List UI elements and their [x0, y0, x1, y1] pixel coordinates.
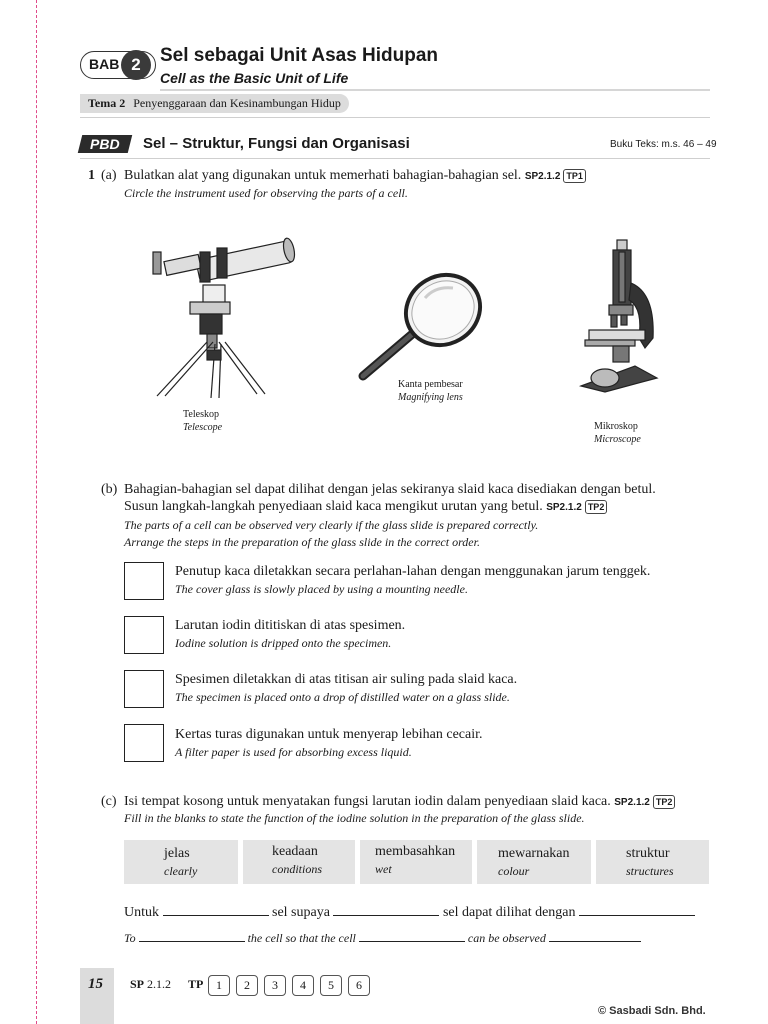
margin-dotted-line — [36, 0, 37, 1024]
part-c-sp-code: SP2.1.2 — [614, 797, 650, 808]
blank-2-ms[interactable] — [333, 903, 439, 916]
step-text-ms: Penutup kaca diletakkan secara perlahan-lahan dengan menggunakan jarum tenggek. — [175, 564, 651, 579]
word-ms: jelas — [164, 846, 190, 861]
part-c-text-ms — [124, 794, 675, 810]
part-b-label: (b) — [101, 482, 118, 497]
part-a-sp-code: SP2.1.2 — [524, 171, 561, 182]
word-en: structures — [626, 864, 674, 878]
chapter-badge — [80, 51, 156, 79]
step-text-ms: Kertas turas digunakan untuk menyerap lebihan cecair. — [175, 727, 483, 742]
theme-label: Tema 2 — [88, 96, 126, 110]
step-text-ms: Spesimen diletakkan di atas titisan air suling pada slaid kaca. — [175, 672, 518, 687]
fill-sentence-en — [124, 929, 641, 946]
step-text-en: The specimen is placed onto a drop of distilled water on a glass slide. — [175, 690, 510, 704]
copyright: © Sasbadi Sdn. Bhd. — [598, 1005, 706, 1017]
blank-3-en[interactable] — [549, 929, 641, 942]
chapter-number: 2 — [121, 50, 151, 80]
microscope-label-en: Microscope — [594, 434, 641, 445]
tp-level-box[interactable]: 5 — [320, 975, 342, 996]
word-en: clearly — [164, 864, 198, 878]
magnifying-lens-label-en: Magnifying lens — [398, 392, 463, 403]
word-ms: keadaan — [272, 844, 318, 859]
tp-level-box[interactable]: 6 — [348, 975, 370, 996]
microscope-caption — [594, 420, 641, 446]
part-c-question-ms: Isi tempat kosong untuk menyatakan fungsi larutan iodin dalam penyediaan slaid kaca. — [124, 794, 611, 809]
microscope-image[interactable] — [575, 238, 665, 393]
word-ms: mewarnakan — [498, 846, 570, 861]
step-text-en: Iodine solution is dripped onto the specimen. — [175, 636, 392, 650]
part-a-tp-badge: TP1 — [563, 169, 586, 183]
word-bank-item — [243, 840, 355, 884]
telescope-image[interactable] — [145, 230, 305, 400]
page-number: 15 — [88, 976, 103, 992]
footer-tp-label: TP — [188, 977, 204, 991]
section-title: Sel – Struktur, Fungsi dan Organisasi — [143, 135, 410, 152]
theme-text: Penyenggaraan dan Kesinambungan Hidup — [133, 96, 341, 110]
telescope-caption — [183, 408, 222, 434]
part-b-question-ms: Susun langkah-langkah penyediaan slaid kaca mengikut urutan yang betul. — [124, 499, 543, 514]
word-bank-item — [596, 840, 709, 884]
word-ms: membasahkan — [375, 844, 456, 859]
pbd-label: PBD — [90, 136, 120, 152]
step-order-box[interactable] — [124, 670, 164, 708]
tp-level-box[interactable]: 1 — [208, 975, 230, 996]
part-b-tp-badge: TP2 — [585, 500, 608, 514]
part-b-sp-code: SP2.1.2 — [546, 502, 582, 513]
sentence-en-part2: the cell so that the cell — [247, 931, 356, 945]
tp-level-box[interactable]: 4 — [292, 975, 314, 996]
word-en: conditions — [272, 862, 322, 876]
step-text-en: The cover glass is slowly placed by using a mounting needle. — [175, 582, 468, 596]
step-order-box[interactable] — [124, 724, 164, 762]
telescope-label-en: Telescope — [183, 422, 223, 433]
word-en: wet — [375, 862, 392, 876]
part-b-text-ms-1: Bahagian-bahagian sel dapat dilihat dengan jelas sekiranya slaid kaca disediakan dengan betul. — [124, 482, 656, 497]
magnifying-lens-label-ms: Kanta pembesar — [398, 379, 463, 390]
part-a-text-en: Circle the instrument used for observing the parts of a cell. — [124, 186, 408, 200]
step-order-box[interactable] — [124, 616, 164, 654]
footer-sp-label: SP — [130, 977, 145, 991]
tp-level-box[interactable]: 3 — [264, 975, 286, 996]
sentence-ms-part2: sel supaya — [272, 905, 330, 920]
question-number: 1 — [88, 168, 95, 183]
blank-1-en[interactable] — [139, 929, 245, 942]
part-a-text-ms — [124, 168, 586, 184]
sentence-en-part3: can be observed — [467, 931, 546, 945]
blank-1-ms[interactable] — [163, 903, 269, 916]
chapter-label: BAB — [89, 56, 120, 72]
magnifying-lens-image[interactable] — [355, 268, 490, 383]
part-b-text-ms-2 — [124, 499, 607, 515]
part-a-label: (a) — [101, 168, 117, 183]
microscope-label-ms: Mikroskop — [594, 421, 638, 432]
section-rule — [80, 158, 710, 159]
footer-sp — [130, 977, 171, 992]
pbd-badge — [78, 135, 132, 153]
word-bank-item — [124, 840, 238, 884]
chapter-title-en: Cell as the Basic Unit of Life — [160, 70, 349, 86]
blank-3-ms[interactable] — [579, 903, 695, 916]
word-en: colour — [498, 864, 530, 878]
magnifying-lens-caption — [398, 378, 463, 404]
sentence-ms-part3: sel dapat dilihat dengan — [442, 905, 576, 920]
step-order-box[interactable] — [124, 562, 164, 600]
sentence-ms-part1: Untuk — [124, 905, 159, 920]
blank-2-en[interactable] — [359, 929, 465, 942]
tp-level-box[interactable]: 2 — [236, 975, 258, 996]
word-bank-item — [360, 840, 472, 884]
step-text-en: A filter paper is used for absorbing excess liquid. — [175, 745, 412, 759]
textbook-reference: Buku Teks: m.s. 46 – 49 — [610, 139, 717, 150]
header-rule — [160, 89, 710, 91]
footer-sp-value: 2.1.2 — [147, 977, 172, 991]
step-text-ms: Larutan iodin dititiskan di atas spesimen. — [175, 618, 406, 633]
chapter-title-ms: Sel sebagai Unit Asas Hidupan — [160, 45, 439, 66]
part-c-tp-badge: TP2 — [653, 795, 676, 809]
theme-rule — [80, 117, 710, 118]
word-ms: struktur — [626, 846, 670, 861]
part-a-question-ms: Bulatkan alat yang digunakan untuk memerhati bahagian-bahagian sel. — [124, 168, 522, 183]
theme-banner — [80, 94, 349, 113]
fill-sentence-ms — [124, 903, 695, 921]
part-b-text-en-2: Arrange the steps in the preparation of the glass slide in the correct order. — [124, 535, 480, 549]
sentence-en-part1: To — [124, 931, 136, 945]
part-b-text-en-1: The parts of a cell can be observed very clearly if the glass slide is prepared correctly. — [124, 518, 539, 532]
part-c-text-en: Fill in the blanks to state the function of the iodine solution in the preparation of the glass slide. — [124, 811, 585, 825]
word-bank-item — [477, 840, 591, 884]
part-c-label: (c) — [101, 794, 117, 809]
telescope-label-ms: Teleskop — [183, 409, 219, 420]
